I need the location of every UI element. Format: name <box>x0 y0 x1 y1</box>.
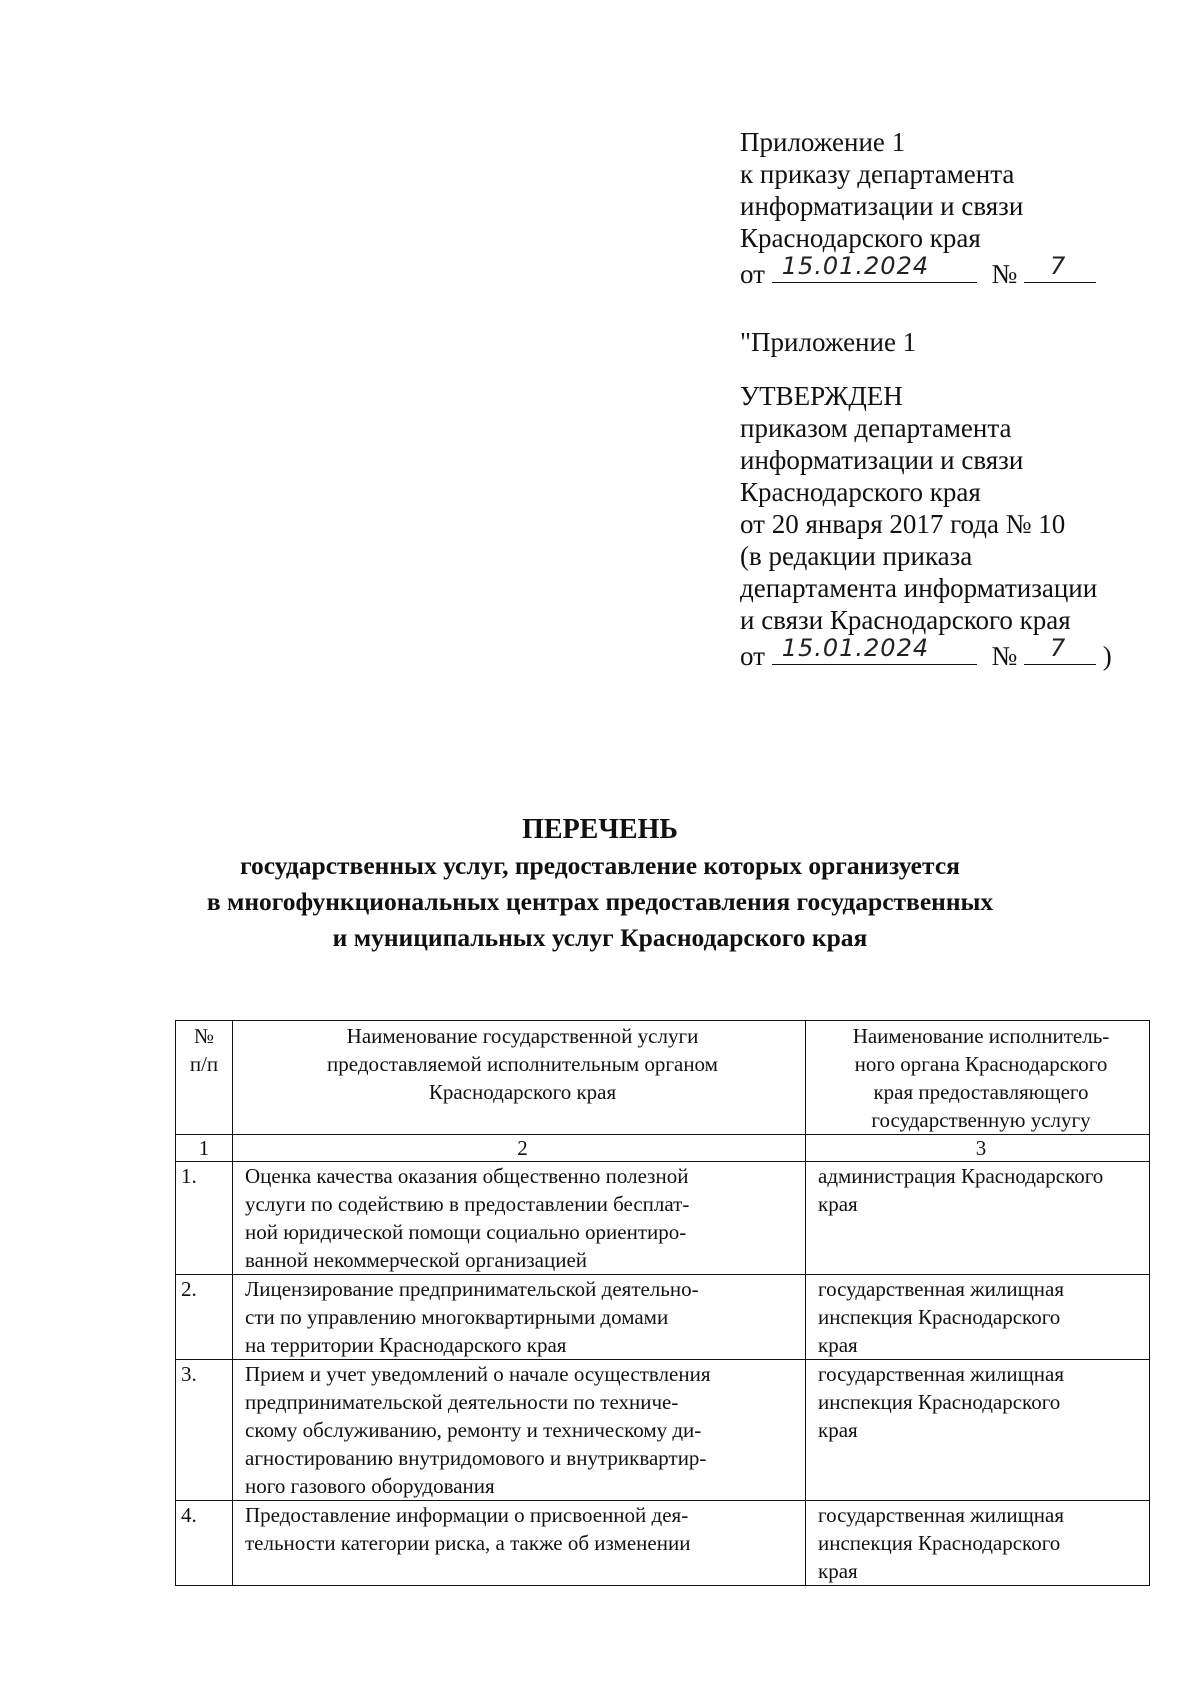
agency-cell <box>806 1360 1150 1501</box>
agency-text: государственная жилищная <box>818 1277 1065 1301</box>
agency-cell <box>806 1275 1150 1360</box>
title-line: государственных услуг, предоставление которых организуется <box>240 851 960 880</box>
row-number: 2. <box>176 1275 233 1360</box>
agency-text: инспекция Краснодарского <box>818 1531 1061 1555</box>
header-cell-number <box>176 1021 233 1135</box>
table-row <box>176 1275 1150 1360</box>
agency-text: края <box>818 1192 858 1216</box>
service-text: ного газового оборудования <box>245 1474 495 1498</box>
service-text: агностированию внутридомового и внутриквартир- <box>245 1446 707 1470</box>
row-number: 4. <box>176 1501 233 1586</box>
handwritten-date: 15.01.2024 <box>781 252 930 280</box>
handwritten-number: 7 <box>1049 252 1067 280</box>
agency-text: государственная жилищная <box>818 1503 1065 1527</box>
approved-line: Краснодарского края <box>740 477 981 507</box>
service-text: скому обслуживанию, ремонту и техническому ди- <box>245 1418 702 1442</box>
approved-line: и связи Краснодарского края <box>740 605 1071 635</box>
services-table <box>175 1020 1150 1586</box>
header-text: № <box>193 1024 215 1048</box>
service-text: предпринимательской деятельности по техниче- <box>245 1390 679 1414</box>
service-text: услуги по содействию в предоставлении бесплат- <box>245 1192 690 1216</box>
agency-text: государственная жилищная <box>818 1362 1065 1386</box>
appendix-line: Краснодарского края <box>740 223 981 253</box>
service-name-cell <box>233 1501 806 1586</box>
date-prefix: от <box>740 259 765 289</box>
service-text: ванной некоммерческой организацией <box>245 1248 588 1272</box>
service-text: сти по управлению многоквартирными домами <box>245 1305 669 1329</box>
table-row <box>176 1162 1150 1275</box>
approved-line: приказом департамента <box>740 413 1012 443</box>
title-line: и муниципальных услуг Краснодарского края <box>332 923 868 952</box>
date-field <box>772 254 977 283</box>
approved-heading: УТВЕРЖДЕН <box>740 381 903 411</box>
column-number: 2 <box>233 1135 806 1162</box>
number-sign: № <box>991 259 1018 289</box>
table-row <box>176 1501 1150 1586</box>
service-text: на территории Краснодарского края <box>245 1333 567 1357</box>
header-text: п/п <box>189 1052 219 1076</box>
approved-line: (в редакции приказа <box>740 541 973 571</box>
quote-appendix-line: "Приложение 1 <box>740 327 917 357</box>
row-number: 3. <box>176 1360 233 1501</box>
service-text: Оценка качества оказания общественно полезной <box>245 1164 689 1188</box>
appendix-date-line <box>740 254 1160 290</box>
title-line: в многофункциональных центрах предоставления государственных <box>206 887 994 916</box>
agency-text: инспекция Краснодарского <box>818 1305 1061 1329</box>
appendix-line: к приказу департамента <box>740 159 1015 189</box>
agency-text: края <box>818 1333 858 1357</box>
title-heading: ПЕРЕЧЕНЬ <box>522 814 678 845</box>
approved-date-line <box>740 636 1160 672</box>
agency-text: инспекция Краснодарского <box>818 1390 1061 1414</box>
approved-block <box>740 326 1160 672</box>
header-text: Наименование государственной услуги <box>346 1024 699 1048</box>
agency-text: администрация Краснодарского <box>818 1164 1104 1188</box>
document-title <box>0 812 1200 956</box>
header-text: Наименование исполнитель- <box>852 1024 1110 1048</box>
header-text: государственную услугу <box>871 1108 1091 1132</box>
agency-cell <box>806 1501 1150 1586</box>
service-text: Лицензирование предпринимательской деятельно- <box>245 1277 699 1301</box>
approved-line: от 20 января 2017 года № 10 <box>740 509 1066 539</box>
header-text: предоставляемой исполнительным органом <box>327 1052 718 1076</box>
column-number: 3 <box>806 1135 1150 1162</box>
closing-paren: ) <box>1102 641 1112 671</box>
number-sign: № <box>991 641 1018 671</box>
header-text: Краснодарского края <box>428 1080 617 1104</box>
service-text: ной юридической помощи социально ориентиро- <box>245 1220 687 1244</box>
row-number: 1. <box>176 1162 233 1275</box>
appendix-line: информатизации и связи <box>740 191 1024 221</box>
service-text: тельности категории риска, а также об изменении <box>245 1531 691 1555</box>
service-name-cell <box>233 1162 806 1275</box>
agency-cell <box>806 1162 1150 1275</box>
agency-text: края <box>818 1418 858 1442</box>
handwritten-date: 15.01.2024 <box>781 634 930 662</box>
header-text: ного органа Краснодарского <box>854 1052 1108 1076</box>
approved-line: департамента информатизации <box>740 573 1098 603</box>
agency-text: края <box>818 1559 858 1583</box>
service-name-cell <box>233 1275 806 1360</box>
service-text: Предоставление информации о присвоенной дея- <box>245 1503 689 1527</box>
appendix-block <box>740 126 1160 290</box>
number-field <box>1024 636 1096 665</box>
appendix-line: Приложение 1 <box>740 127 906 157</box>
service-name-cell <box>233 1360 806 1501</box>
date-field <box>772 636 977 665</box>
column-number: 1 <box>176 1135 233 1162</box>
header-text: края предоставляющего <box>873 1080 1089 1104</box>
service-text: Прием и учет уведомлений о начале осуществления <box>245 1362 711 1386</box>
approved-line: информатизации и связи <box>740 445 1024 475</box>
column-number-row <box>176 1135 1150 1162</box>
header-cell-service <box>233 1021 806 1135</box>
handwritten-number: 7 <box>1049 634 1067 662</box>
table-header-row <box>176 1021 1150 1135</box>
date-prefix: от <box>740 641 765 671</box>
table-row <box>176 1360 1150 1501</box>
number-field <box>1024 254 1096 283</box>
header-cell-agency <box>806 1021 1150 1135</box>
